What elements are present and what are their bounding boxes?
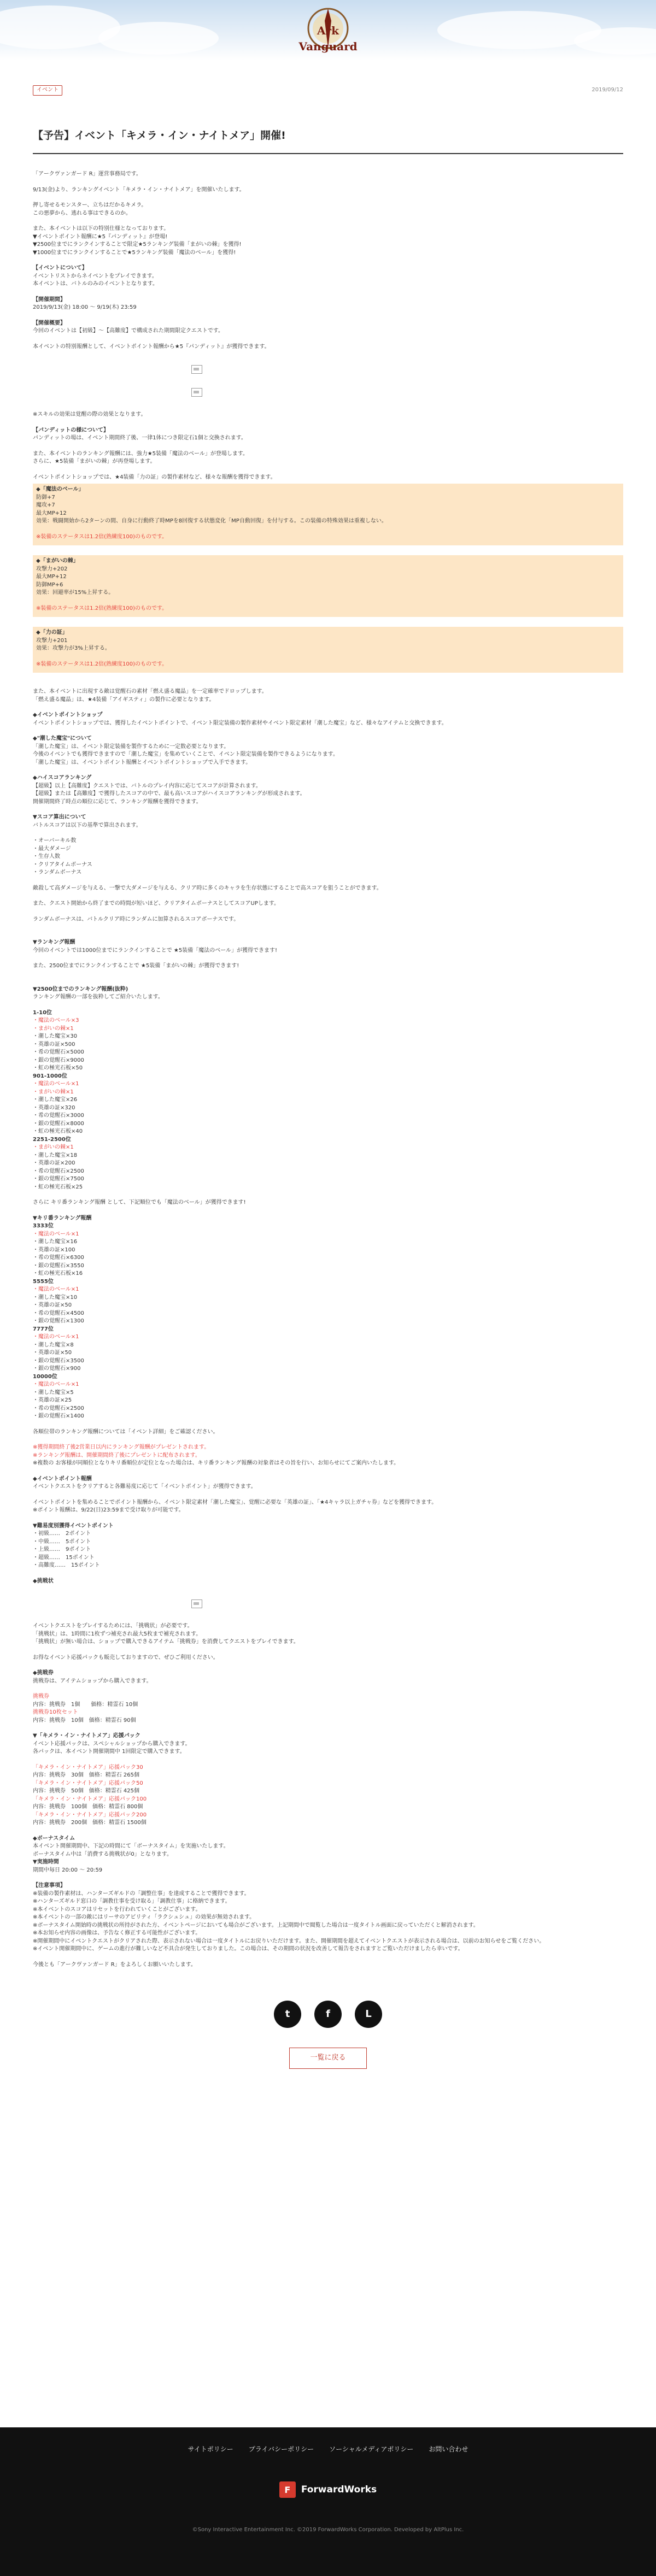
article-line: ・潮した魔宝×26	[33, 1097, 78, 1103]
site-footer	[0, 2427, 656, 2576]
article-line: 「アークヴァンガード R」運営事務局です。	[33, 171, 142, 178]
article-line	[33, 924, 623, 931]
article-line: ・クリアタイムボーナス	[33, 861, 92, 868]
equipment-stat: 攻撃力+201	[36, 637, 68, 644]
brand-name: ForwardWorks	[301, 2484, 377, 2496]
article-line	[33, 1685, 623, 1693]
article-line: ※ボーナスタイム開始時の挑戦状の所持がされた方、イベントページにおいても場合がございます。上記期間中で閲覧した場合は一度タイトル画面に戻っていただくと解消されます。	[33, 1922, 479, 1928]
footer-nav	[0, 2445, 656, 2454]
article-line	[33, 336, 623, 343]
image-icon	[191, 365, 202, 374]
article-line: イベントクエストをクリアすると各難易度に応じて「イベントポイント」が獲得できます。	[33, 1484, 256, 1490]
article-line	[33, 312, 623, 320]
page-header	[0, 0, 656, 60]
article-line: 【開催概要】	[33, 320, 66, 326]
article-line: ・魔法のベール×1	[33, 1286, 79, 1293]
article-line: バトルスコアは以下の基準で算出されます。	[33, 822, 142, 828]
article-line	[33, 1725, 623, 1732]
article-line	[33, 1662, 623, 1669]
article-body	[33, 170, 623, 1969]
article-line: 7777位	[33, 1326, 54, 1332]
article-line: ・魔法のベール×1	[33, 1081, 79, 1087]
article-line: ◆ハイスコアランキング	[33, 775, 92, 781]
article-line: ▼ランキング報酬	[33, 939, 75, 946]
image-icon	[191, 1599, 202, 1608]
article-line	[33, 257, 623, 264]
article-line: ・英雄の証×200	[33, 1160, 75, 1167]
equipment-note: ※装備のステータスは1.2倍(熟練度100)のものです。	[36, 533, 168, 540]
article-line	[33, 892, 623, 900]
article-line: ※獲得期間終了後2営業日以内にランキング報酬がプレゼントされます。	[33, 1444, 210, 1451]
article-line: 5555位	[33, 1278, 54, 1285]
article-line	[33, 1646, 623, 1654]
equipment-box	[33, 627, 623, 673]
article-line: ・初級…… 2ポイント	[33, 1531, 91, 1537]
article-line: ※ランキング報酬は、開催期間終了後にプレゼントに配布されます。	[33, 1452, 201, 1458]
skill-note: ※スキルの効果は覚醒の際の効果となります。	[33, 411, 147, 418]
article-line: 挑戦券は、アイテムショップから購入できます。	[33, 1678, 152, 1684]
equipment-stat: 魔攻+7	[36, 502, 55, 509]
article-line: ・英雄の証×25	[33, 1397, 72, 1404]
article-line: 各パックは、本イベント開催期間中 1回限定で購入できます。	[33, 1749, 185, 1755]
article-line: ◆"潮した魔宝"について	[33, 736, 92, 742]
article-line: 敵殺して高ダメージを与える、一撃で大ダメージを与える、クリア時に多くのキャラを生存状態にすることで高スコアを狙うことができます。	[33, 885, 382, 891]
article-line: また、本イベントは以下の特別仕様となっております。	[33, 226, 169, 232]
article-line: 「キメラ・イン・ナイトメア」応援パック50	[33, 1780, 143, 1786]
article-line: 901-1000位	[33, 1073, 67, 1079]
article-line: 押し寄せるモンスター、立ちはだかるキメラ。	[33, 202, 147, 209]
article-line: ・潮した魔宝×10	[33, 1294, 78, 1301]
article-line: ◆イベントポイント報酬	[33, 1475, 92, 1482]
article-line: ・希の覚醒石×2500	[33, 1405, 84, 1411]
article-line: イベントポイントショップでは、獲得したイベントポイントで、イベント限定装備の製作素材やイベント限定素材「潮した魔宝」など、様々なアイテムと交換できます。	[33, 720, 447, 726]
article-line: ・まがいの棘×1	[33, 1144, 74, 1151]
article-line	[33, 806, 623, 814]
article-line: ランダムボーナスは、バトルクリア時にランダムに加算されるスコアボーナスです。	[33, 916, 239, 922]
article-line	[33, 1002, 623, 1009]
article-line: 「挑戦状」が無い場合は、ショップで購入できるアイテム「挑戦券」を消費してクエストをプレイできます。	[33, 1639, 299, 1645]
article-line: 内容：挑戦券 1個 価格：精霊石 10個	[33, 1701, 138, 1708]
article-line: 【イベントについて】	[33, 265, 87, 272]
article-line: ・英雄の証×100	[33, 1246, 75, 1253]
article-line	[33, 1570, 623, 1578]
equipment-box	[33, 555, 623, 617]
article-line: この悪夢から、逃れる事はできるのか。	[33, 210, 131, 216]
article-line: ▼実施時間	[33, 1859, 59, 1866]
article-line: ・虹の極光石板×16	[33, 1271, 83, 1277]
article-line: 本イベントは、バトルのみのイベントとなります。	[33, 281, 158, 287]
article-line: ・魔法のベール×3	[33, 1018, 79, 1024]
article-line: 「潮した魔宝」は、イベントポイント報酬とイベントポイントショップで入手できます。	[33, 759, 251, 766]
article-line: ▼難易度別獲得イベントポイント	[33, 1522, 114, 1529]
article-line: ※開催期間中にイベントクエストがクリアされた際、表示されない場合は一度タイトルにお戻りいただけます。また、開催期間を超えてイベントクエストが表示される場合は、以前のお知らせをご覧ください。	[33, 1938, 545, 1944]
article-line: ▼「キメラ・イン・ナイトメア」応援パック	[33, 1733, 140, 1739]
article-line	[33, 1436, 623, 1444]
article-line: ・希の覚醒石×5000	[33, 1049, 84, 1056]
equipment-name: ◆「力の証」	[36, 630, 68, 636]
article-line: ◆イベントポイントショップ	[33, 712, 103, 719]
article-line	[33, 908, 623, 916]
share-buttons	[33, 2001, 623, 2028]
equipment-stat: 最大MP+12	[36, 510, 67, 516]
article-line: 挑戦券	[33, 1693, 49, 1700]
article-line: ※本お知らせ内容の画像は、予告なく修正する可能性がございます。	[33, 1930, 201, 1937]
article-line: ▼イベントポイント報酬に★5『パンディット』が登場!	[33, 233, 168, 240]
article-line: ・希の覚醒石×2500	[33, 1168, 84, 1174]
article-line: ・オーバーキル数	[33, 838, 77, 844]
article-line: また、2500位までにランクインすることで ★5装備「まがいの棘」が獲得できます!	[33, 963, 239, 969]
article-line: ・ランダムボーナス	[33, 869, 82, 876]
post-date: 2019/09/12	[591, 87, 623, 93]
equipment-stat: 効果：攻撃力が3%上昇する。	[36, 645, 110, 652]
article-line: さらに、★5装備「まがいの棘」が再登場します。	[33, 458, 156, 465]
article-line	[33, 830, 623, 837]
game-logo[interactable]	[298, 4, 358, 56]
category-badge: イベント	[33, 85, 62, 96]
article-line: 期間中毎日 20:00 ～ 20:59	[33, 1867, 103, 1873]
article-line: ・英雄の証×320	[33, 1104, 75, 1111]
article-line: ・生存人数	[33, 854, 60, 860]
article-line	[33, 971, 623, 978]
article-line: ・虹の極光石板×25	[33, 1184, 83, 1190]
title-divider	[33, 153, 623, 154]
article-line: ・潮した魔宝×18	[33, 1152, 78, 1158]
article-line: 内容：挑戦券 10個 価格：精霊石 90個	[33, 1717, 136, 1724]
article-line: 今後とも「アークヴァンガード R」をよろしくお願いいたします。	[33, 1961, 196, 1968]
article-line	[33, 289, 623, 296]
article-line: 「挑戦状」は、1時間に1枚ずつ補充され最大5枚まで補充されます。	[33, 1631, 202, 1637]
article-line: 各順位帯のランキング報酬については「イベント詳細」をご確認ください。	[33, 1428, 219, 1435]
article-line	[33, 466, 623, 474]
article-line	[33, 179, 623, 186]
article-line: 「キメラ・イン・ナイトメア」応援パック200	[33, 1812, 147, 1818]
equipment-name: ◆「魔法のベール」	[36, 486, 84, 493]
article-line: ※装備の製作素材は、ハンターズギルドの「調整仕事」を達成することで獲得できます。	[33, 1890, 250, 1897]
article-line: 【超級】以上【高難度】クエストでは、バトルのプレイ内容に応じてスコアが計算されます。	[33, 783, 261, 789]
article-line: また、本イベントに出現する敵は覚醒石の素材「燃え盛る魔晶」を一定確率でドロップします。	[33, 689, 267, 695]
article-line: ・銀の覚醒石×8000	[33, 1120, 84, 1127]
article-line: 2251-2500位	[33, 1136, 71, 1143]
article-title: 【予告】イベント「キメラ・イン・ナイトメア」開催!	[33, 129, 286, 142]
article-line: 本イベントの特別報酬として、イベントポイント報酬から★5『パンディット』が獲得できます。	[33, 343, 270, 350]
article-line	[33, 704, 623, 711]
article-line: ・高難度…… 15ポイント	[33, 1562, 100, 1569]
article-line: ▼キリ番ランキング報酬	[33, 1215, 92, 1221]
article-line: ・希の覚醒石×3000	[33, 1113, 84, 1119]
article-line	[33, 1954, 623, 1961]
article-line: ・銀の覚醒石×3550	[33, 1262, 84, 1269]
article-line	[33, 1827, 623, 1835]
article-line: ・潮した魔宝×8	[33, 1342, 74, 1348]
article-line	[33, 1491, 623, 1499]
article-line: イベントリストからネイベントをプレイできます。	[33, 273, 157, 279]
article-line: ・まがいの棘×1	[33, 1025, 74, 1032]
article-line: イベントポイントを集めることでポイント報酬から、イベント限定素材「潮した魔宝」、覚醒に必要な「英雄の証」、「★4キャラ以上ガチャ券」などを獲得できます。	[33, 1499, 437, 1505]
article-line: お得なイベント応援パックも販売しておりますので、ぜひご利用ください。	[33, 1654, 219, 1661]
footer-brand[interactable]	[0, 2481, 656, 2498]
facebook-icon[interactable]: f	[314, 2001, 342, 2028]
article-line: 【開催期間】	[33, 296, 66, 303]
article-line: イベントクエストをプレイするためには、「挑戦状」が必要です。	[33, 1623, 193, 1630]
article-line: 【注意事項】	[33, 1883, 66, 1889]
article-line: 内容：挑戦券 30個 価格：精霊石 265個	[33, 1772, 139, 1779]
footer-link[interactable]: サイトポリシー	[188, 2445, 233, 2453]
article-line: 2019/9/13(金) 18:00 ～ 9/19(木) 23:59	[33, 304, 137, 311]
article-line	[33, 217, 623, 225]
article-line: ・虹の極光石板×50	[33, 1065, 83, 1072]
article-line: ・英雄の証×50	[33, 1302, 72, 1309]
article-line: ・潮した魔宝×30	[33, 1033, 78, 1040]
article-line: ※本イベントの一部の敵にはリーサのアビリティ「ラクシュシュ」の効果が無効されます。	[33, 1914, 255, 1921]
article-line: ・銀の覚醒石×3500	[33, 1357, 84, 1364]
article-line: また、本イベントのランキング報酬には、強力★5装備「魔法のベール」が登場します。	[33, 450, 249, 457]
article-line: ・中級…… 5ポイント	[33, 1538, 91, 1545]
article-line: ・潮した魔宝×16	[33, 1239, 78, 1245]
equipment-note: ※装備のステータスは1.2倍(熟練度100)のものです。	[36, 605, 168, 611]
article-line: 挑戦券10枚セット	[33, 1709, 78, 1716]
article-line: ※複数の お客様が同順位となりキリ番順位が定位となった場合は、キリ番ランキング報酬の対象者はその旨を行い、お知らせにてご案内いたします。	[33, 1460, 400, 1467]
article-line: 1-10位	[33, 1009, 52, 1016]
article-line: 【超級】または【高難度】で獲得したスコアの中で、最も高いスコアがハイスコアランキングが形成されます。	[33, 791, 306, 797]
image-icon	[191, 388, 202, 397]
article-line	[33, 1874, 623, 1882]
article-line: 【パンディットの様について】	[33, 427, 109, 433]
article-line: ◆ボーナスタイム	[33, 1835, 75, 1842]
article-line: ・銀の覚醒石×9000	[33, 1057, 84, 1063]
article-line	[33, 1515, 623, 1522]
article-line: ・銀の覚醒石×1400	[33, 1413, 84, 1420]
equipment-note: ※装備のステータスは1.2倍(熟練度100)のものです。	[36, 661, 168, 667]
article-line: ・超級…… 15ポイント	[33, 1554, 95, 1561]
article-line: ・虹の極光石板×40	[33, 1128, 83, 1135]
article-line	[33, 877, 623, 885]
article-line: 「キメラ・イン・ナイトメア」応援パック100	[33, 1796, 147, 1802]
article-line: 10000位	[33, 1373, 57, 1380]
article-line: ・希の覚醒石×6300	[33, 1255, 84, 1261]
article-line: 本イベント開催期間中、下記の時間にて「ボーナスタイム」を実施いたします。	[33, 1843, 229, 1850]
article-line: ・銀の覚醒石×900	[33, 1366, 81, 1372]
article-line: ・魔法のベール×1	[33, 1334, 79, 1340]
article-line: 「潮した魔宝」は、イベント限定装備を製作するために一定数必要となります。	[33, 743, 230, 750]
article-line: 今回のイベントでは1000位までにランクインすることで ★5装備「魔法のベール」が獲得できます!	[33, 947, 278, 954]
article-line: 開催期間終了時点の順位に応じて、ランキング報酬を獲得できます。	[33, 798, 202, 805]
article-line	[33, 767, 623, 774]
article-line: イベント応援パックは、スペシャルショップから購入できます。	[33, 1740, 191, 1747]
logo-text: Ark Vanguard	[298, 24, 358, 53]
article-line: 今回のイベントは【初級】～【高難度】で構成された期間限定クエストです。	[33, 328, 224, 334]
article-line: さらに キリ番ランキング報酬 として、下記順位でも「魔法のベール」が獲得できます!	[33, 1199, 246, 1206]
article-line: 3333位	[33, 1223, 54, 1230]
article-line	[33, 1421, 623, 1428]
article-line: 内容：挑戦券 100個 価格：精霊石 800個	[33, 1804, 143, 1810]
article-line	[33, 194, 623, 202]
article-line: ボーナスタイム中は「消費する挑戦状が0」となります。	[33, 1851, 172, 1857]
article-line: 9/13(金)より、ランキングイベント「キメラ・イン・ナイトメア」を開催いたします。	[33, 186, 245, 193]
article-line: ・銀の覚醒石×1300	[33, 1318, 84, 1325]
article-line: 今後のイベントでも獲得できますので「潮した魔宝」を集めていくことで、イベント限定装備を製作できるようになります。	[33, 751, 338, 758]
article-line: ※ハンターズギルド窓口の「調教仕事を受け取る」「調教仕事」に格納できます。	[33, 1898, 231, 1905]
footer-link[interactable]: プライバシーポリシー	[248, 2445, 314, 2453]
article-line	[33, 1468, 623, 1475]
article-line: ※本イベントのスコアはリセットを行われていくことがございます。	[33, 1906, 201, 1913]
copyright: ©Sony Interactive Entertainment Inc. ©2019 ForwardWorks Corporation. Developed by AltPlus Inc.	[192, 2527, 464, 2533]
article-line: ・魔法のベール×1	[33, 1231, 79, 1237]
article-line: ◆挑戦券	[33, 1670, 54, 1677]
article-line: ・英雄の証×500	[33, 1041, 75, 1048]
article-line: ・最大ダメージ	[33, 845, 71, 852]
equipment-stat: 効果：戦闘開始から2ターンの間、自身に行動終了時MPを8回復する状態変化「MP自動回復」を付与する。この装備の特殊効果は重複しない。	[36, 518, 387, 525]
article-line: 内容：挑戦券 200個 価格：精霊石 1500個	[33, 1820, 147, 1826]
article-line	[33, 1191, 623, 1199]
article-line: ※イベント開催期間中に、ゲームの進行が難しいなど不具合が発生しておりました。この場合は、その期間の状況を改善して報告をされますとご覧いただけましたら幸いです。	[33, 1946, 464, 1952]
article-line: ・まがいの棘×1	[33, 1089, 74, 1095]
article-line: ・英雄の証×50	[33, 1350, 72, 1356]
article-line: ・魔法のベール×1	[33, 1381, 79, 1388]
article-line: ・上級…… 9ポイント	[33, 1546, 91, 1553]
equipment-stat: 防御MP+6	[36, 581, 63, 588]
article-line: 内容：挑戦券 50個 価格：精霊石 425個	[33, 1788, 139, 1795]
article-line: また、クエスト開始から終了までの時間が短いほど、クリアタイムボーナスとしてスコアUPします。	[33, 901, 280, 907]
article-line	[33, 1207, 623, 1215]
equipment-stat: 最大MP+12	[36, 574, 67, 580]
forwardworks-logo-icon: F	[279, 2481, 296, 2498]
article-line	[33, 443, 623, 450]
article-line: ▼1000位までにランクインすることで★5ランキング装備「魔法のベール」を獲得!	[33, 249, 236, 256]
article-line	[33, 1756, 623, 1764]
article-line: ◆挑戦状	[33, 1578, 54, 1584]
equipment-box	[33, 484, 623, 545]
equipment-stat: 効果：回避率が15%上昇する。	[36, 590, 114, 596]
equipment-stat: 防御+7	[36, 494, 55, 501]
footer-link[interactable]: ソーシャルメディアポリシー	[329, 2445, 414, 2453]
equipment-stat: 攻撃力+202	[36, 566, 68, 572]
article-line: ▼2500位までにランクインすることで限定★5ランキング装備「まがいの棘」を獲得!	[33, 242, 242, 248]
article-line	[33, 978, 623, 986]
article-line: ・潮した魔宝×5	[33, 1389, 74, 1396]
article-line: ▼2500位までのランキング報酬(抜粋)	[33, 986, 128, 992]
article-line: イベントポイントショップでは、★4装備「力の証」の製作素材など、様々な報酬を獲得できます。	[33, 474, 276, 480]
article-line	[33, 955, 623, 962]
twitter-icon[interactable]: t	[274, 2001, 301, 2028]
back-to-list-button[interactable]: 一覧に戻る	[289, 2048, 367, 2069]
article-line: ▼スコア算出について	[33, 814, 86, 821]
article-line: ・希の覚醒石×4500	[33, 1310, 84, 1316]
article-line: ・銀の覚醒石×7500	[33, 1176, 84, 1183]
article-line: パンディットの場は、イベント期間終了後、一律1体につき限定石1個と交換されます。	[33, 435, 247, 442]
article-line	[33, 727, 623, 735]
article-line: 「キメラ・イン・ナイトメア」応援パック30	[33, 1764, 143, 1771]
footer-link[interactable]: お問い合わせ	[429, 2445, 468, 2453]
article-line	[33, 931, 623, 939]
article-line: 「燃え盛る魔晶」は、★4装備「アイギスティ」の製作に必要となります。	[33, 696, 215, 703]
line-icon[interactable]: L	[355, 2001, 382, 2028]
article-line: ランキング報酬の一部を抜粋してご紹介いたします。	[33, 994, 163, 1001]
equipment-name: ◆「まがいの棘」	[36, 558, 79, 564]
article-line: ※ポイント報酬は、9/22(日)23:59まで受け取りが可能です。	[33, 1507, 184, 1514]
